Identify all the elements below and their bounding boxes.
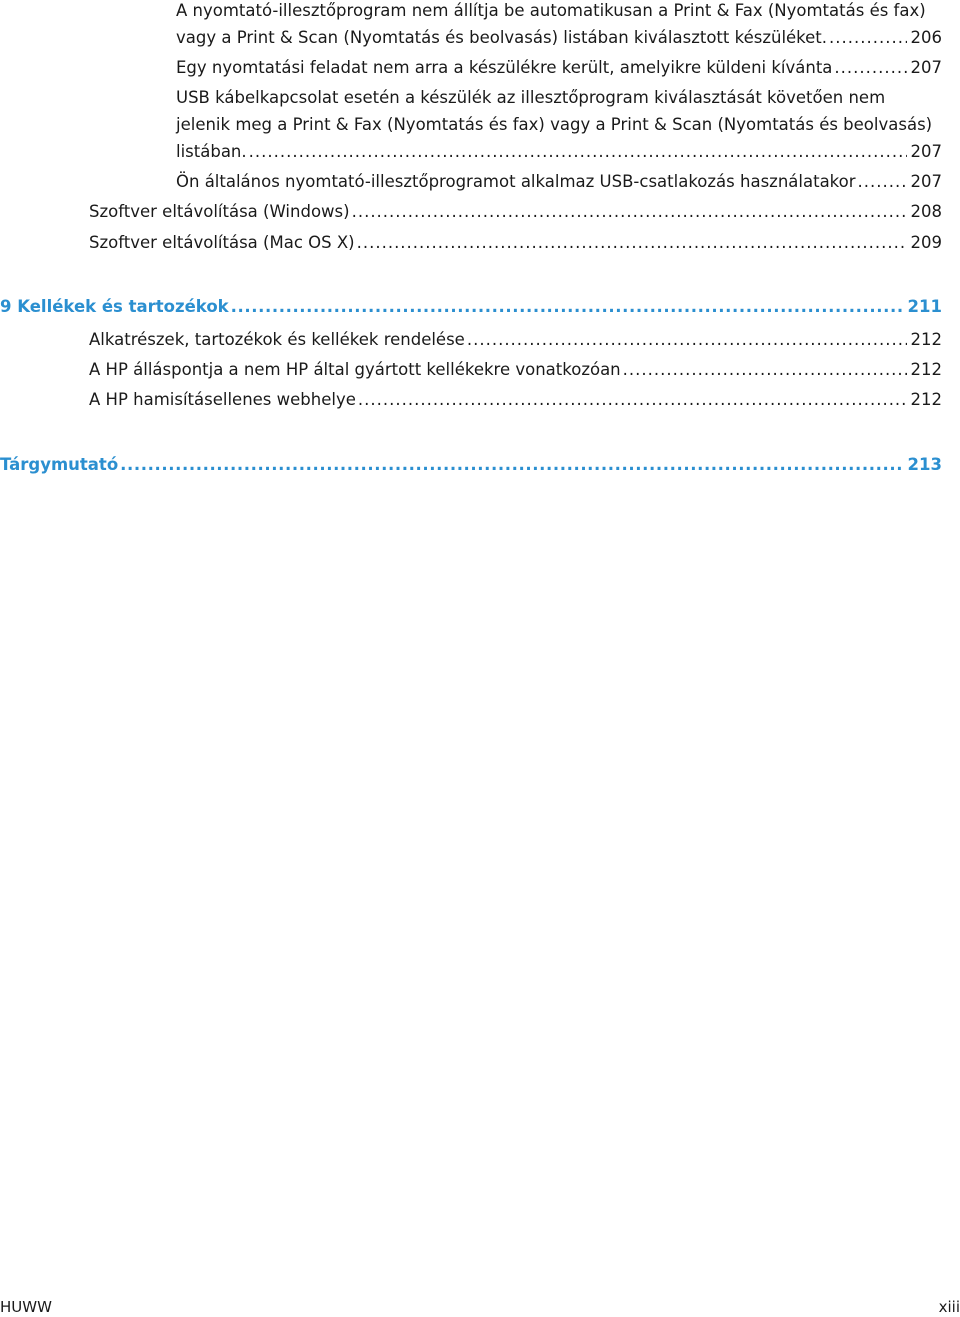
- toc-chapter-entry[interactable]: [0, 451, 942, 478]
- toc-entry-title: Egy nyomtatási feladat nem arra a készülékre került, amelyikre küldeni kívánta: [176, 58, 833, 77]
- toc-page-number: 207: [910, 172, 942, 191]
- toc-entry[interactable]: [89, 326, 942, 353]
- footer-doc-code: HUWW: [0, 1298, 52, 1316]
- dot-leader: [834, 54, 906, 81]
- dot-leader: [623, 356, 907, 383]
- toc-page-number: 207: [910, 58, 942, 77]
- dot-leader: [357, 229, 907, 256]
- toc-page-number: 211: [907, 297, 942, 316]
- toc-page-number: 209: [910, 233, 942, 252]
- toc-entry[interactable]: [89, 198, 942, 225]
- toc-entry[interactable]: [89, 229, 942, 256]
- toc-entry-title: Ön általános nyomtató-illesztőprogramot alkalmaz USB-csatlakozás használatakor: [176, 172, 856, 191]
- toc-entry[interactable]: [176, 84, 942, 165]
- toc-entry-title: Szoftver eltávolítása (Windows): [89, 202, 350, 221]
- toc-entry-title: A HP álláspontja a nem HP által gyártott kellékekre vonatkozóan: [89, 360, 621, 379]
- toc-entry[interactable]: [89, 386, 942, 413]
- toc-entry-title: vagy a Print & Scan (Nyomtatás és beolvasás) listában kiválasztott készüléket.: [176, 28, 828, 47]
- footer-page-number: xiii: [938, 1298, 960, 1316]
- toc-page-number: 206: [910, 28, 942, 47]
- toc-entry[interactable]: [176, 0, 942, 51]
- toc-entry-text: USB kábelkapcsolat esetén a készülék az illesztőprogram kiválasztását követően nem: [176, 88, 886, 107]
- toc-entry[interactable]: [176, 54, 942, 81]
- toc-entry-title: A HP hamisításellenes webhelye: [89, 390, 356, 409]
- toc-page-number: 212: [910, 330, 942, 349]
- toc-entry[interactable]: [176, 168, 942, 195]
- dot-leader: [120, 451, 903, 478]
- toc-page-number: 212: [910, 360, 942, 379]
- toc-page-number: 208: [910, 202, 942, 221]
- toc-chapter-title: 9 Kellékek és tartozékok: [0, 297, 229, 316]
- toc-entry-title: Szoftver eltávolítása (Mac OS X): [89, 233, 355, 252]
- toc-page-number: 207: [910, 142, 942, 161]
- toc-entry-title: listában.: [176, 142, 247, 161]
- toc-entry-title: Alkatrészek, tartozékok és kellékek rendelése: [89, 330, 465, 349]
- dot-leader: [231, 293, 904, 320]
- toc-chapter-entry[interactable]: [0, 293, 942, 320]
- toc-entry-text: A nyomtató-illesztőprogram nem állítja be automatikusan a Print & Fax (Nyomtatás és fax): [176, 1, 926, 20]
- toc-page-number: 212: [910, 390, 942, 409]
- dot-leader: [829, 24, 906, 51]
- dot-leader: [249, 138, 907, 165]
- dot-leader: [352, 198, 907, 225]
- dot-leader: [467, 326, 907, 353]
- toc-entry[interactable]: [89, 356, 942, 383]
- dot-leader: [358, 386, 907, 413]
- dot-leader: [858, 168, 907, 195]
- toc-chapter-title: Tárgymutató: [0, 455, 119, 474]
- toc-page-number: 213: [907, 455, 942, 474]
- toc-entry-text: jelenik meg a Print & Fax (Nyomtatás és fax) vagy a Print & Scan (Nyomtatás és beolvasás): [176, 115, 933, 134]
